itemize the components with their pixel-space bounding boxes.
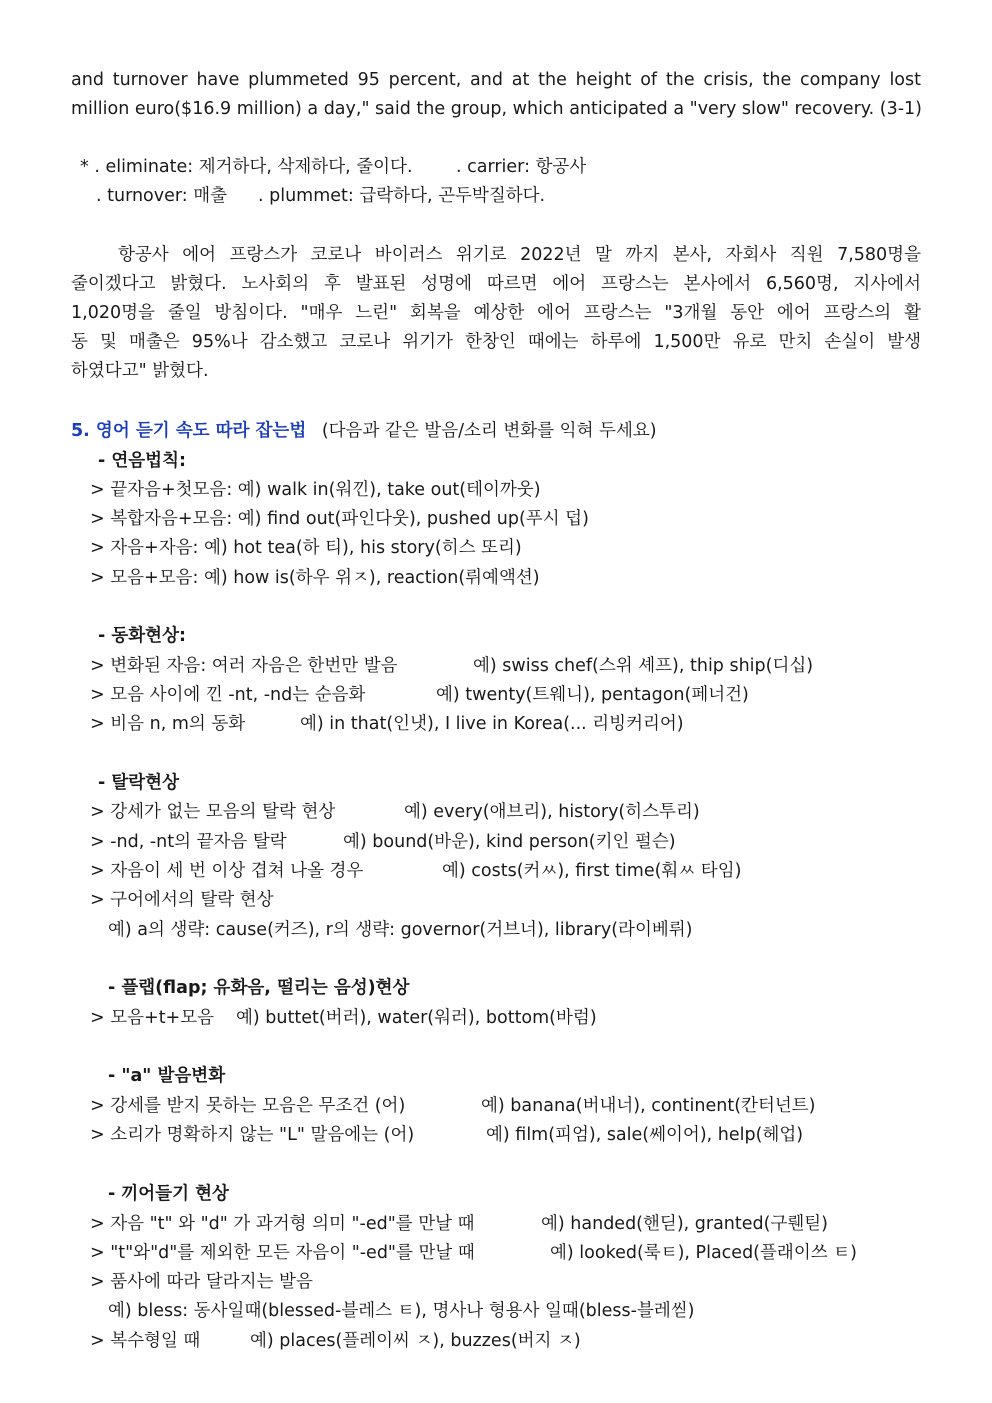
section-5-title: 5. 영어 듣기 속도 따라 잡는법 <box>71 421 307 441</box>
elision-item-2: > -nd, -nt의 끝자음 탈락 <box>90 832 287 852</box>
assimilation-item-1: > 변화된 자음: 여러 자음은 한번만 발음 <box>90 656 398 676</box>
article-ko-line-5: 하였다고" 밝혔다. <box>71 361 209 381</box>
intrusion-item-4-example: 예) places(플레이씨 ㅈ), buzzes(버지 ㅈ) <box>250 1331 581 1351</box>
assimilation-item-3: > 비음 n, m의 동화 <box>90 714 246 734</box>
elision-item-1: > 강세가 없는 모음의 탈락 현상 <box>90 802 336 822</box>
elision-item-2-example: 예) bound(바운), kind person(키인 펄슨) <box>343 832 676 852</box>
intrusion-item-2: > "t"와"d"를 제외한 모든 자음이 "-ed"를 만날 때 <box>90 1243 475 1263</box>
a-sound-item-2-example: 예) film(피엄), sale(쎄이어), help(헤업) <box>486 1125 804 1145</box>
a-sound-heading: - "a" 발음변화 <box>108 1066 226 1086</box>
article-ko-line-1: 항공사 에어 프랑스가 코로나 바이러스 위기로 2022년 말 까지 본사, 자회사 직원 7,580명을 <box>118 245 921 265</box>
assimilation-item-3-example: 예) in that(인냇), I live in Korea(... 리빙커리어) <box>300 714 684 734</box>
linking-item-2: > 복합자음+모음: 예) find out(파인다웃), pushed up(푸시 덥) <box>90 509 589 529</box>
elision-item-3-example: 예) costs(커ㅆ), first time(훠ㅆ 타임) <box>442 861 742 881</box>
linking-heading: - 연음법칙: <box>98 451 186 471</box>
article-ko-line-2: 줄이겠다고 밝혔다. 노사회의 후 발표된 성명에 따르면 에어 프랑스는 본사에서 6,560명, 지사에서 <box>71 274 921 294</box>
article-ko-line-4: 동 및 매출은 95%나 감소했고 코로나 위기가 한창인 때에는 하루에 1,500만 유로 만치 손실이 발생 <box>71 332 921 352</box>
elision-item-1-example: 예) every(애브리), history(히스투리) <box>404 802 700 822</box>
linking-item-3: > 자음+자음: 예) hot tea(하 티), his story(히스 또리) <box>90 538 522 558</box>
intrusion-item-3-example: 예) bless: 동사일때(blessed-블레스 ㅌ), 명사나 형용사 일때(bless-블레씯) <box>108 1301 695 1321</box>
intrusion-item-2-example: 예) looked(룩ㅌ), Placed(플래이쓰 ㅌ) <box>550 1243 857 1263</box>
intrusion-item-1: > 자음 "t" 와 "d" 가 과거형 의미 "-ed"를 만날 때 <box>90 1214 475 1234</box>
article-ko-line-3: 1,020명을 줄일 방침이다. "매우 느린" 회복을 예상한 에어 프랑스는 "3개월 동안 에어 프랑스의 활 <box>71 303 921 323</box>
flap-heading: - 플랩(flap; 유화음, 떨리는 음성)현상 <box>108 978 410 998</box>
assimilation-item-2: > 모음 사이에 낀 -nt, -nd는 순음화 <box>90 685 366 705</box>
linking-item-4: > 모음+모음: 예) how is(하우 위ㅈ), reaction(뤼예액션) <box>90 568 540 588</box>
vocab-carrier: . carrier: 항공사 <box>456 157 587 177</box>
a-sound-item-2: > 소리가 명확하지 않는 "L" 말음에는 (어) <box>90 1125 415 1145</box>
vocab-eliminate: * . eliminate: 제거하다, 삭제하다, 줄이다. <box>80 157 413 177</box>
flap-item-1: > 모음+t+모음 <box>90 1008 215 1028</box>
article-en-line-1: and turnover have plummeted 95 percent, and at the height of the crisis, the company lost <box>71 70 921 90</box>
assimilation-item-2-example: 예) twenty(트웨니), pentagon(페너건) <box>436 685 749 705</box>
section-5-subtitle: (다음과 같은 발음/소리 변화를 익혀 두세요) <box>321 421 657 441</box>
vocab-turnover: . turnover: 매출 <box>96 186 228 206</box>
flap-item-1-example: 예) buttet(버러), water(워러), bottom(바럼) <box>236 1008 597 1028</box>
intrusion-heading: - 끼어들기 현상 <box>108 1184 229 1204</box>
elision-heading: - 탈락현상 <box>98 773 179 793</box>
a-sound-item-1: > 강세를 받지 못하는 모음은 무조건 (어) <box>90 1096 406 1116</box>
section-5-heading <box>71 417 657 446</box>
elision-item-3: > 자음이 세 번 이상 겹쳐 나올 경우 <box>90 861 364 881</box>
assimilation-item-1-example: 예) swiss chef(스위 셰프), thip ship(디십) <box>473 656 814 676</box>
intrusion-item-3: > 품사에 따라 달라지는 발음 <box>90 1272 313 1292</box>
intrusion-item-4: > 복수형일 때 <box>90 1331 201 1351</box>
a-sound-item-1-example: 예) banana(버내너), continent(칸터넌트) <box>481 1096 816 1116</box>
elision-item-4-example: 예) a의 생략: cause(커즈), r의 생략: governor(거브너), library(라이베뤼) <box>108 920 693 940</box>
assimilation-heading: - 동화현상: <box>98 626 186 646</box>
linking-item-1: > 끝자음+첫모음: 예) walk in(워낀), take out(테이까웃) <box>90 480 541 500</box>
intrusion-item-1-example: 예) handed(핸딛), granted(구뤤틷) <box>541 1214 828 1234</box>
vocab-plummet: . plummet: 급락하다, 곤두박질하다. <box>258 186 546 206</box>
article-en-line-2: million euro($16.9 million) a day," said the group, which anticipated a "very slow" recovery. (3-1) <box>71 99 922 119</box>
elision-item-4: > 구어에서의 탈락 현상 <box>90 890 274 910</box>
